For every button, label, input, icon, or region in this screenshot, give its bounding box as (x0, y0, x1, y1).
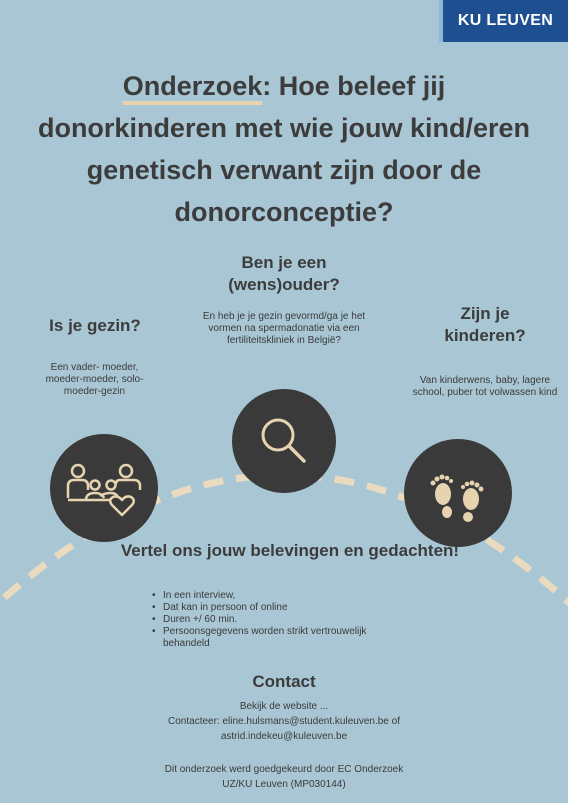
center-column-desc: En heb je je gezin gevormd/ga je het vormen na spermadonatie via een fertiliteitskliniek in België? (202, 311, 366, 346)
magnifier-icon (254, 411, 314, 471)
right-column-desc: Van kinderwens, baby, lagere school, puber tot volwassen kind (412, 375, 558, 398)
list-item: • Dat kan in persoon of online (150, 602, 450, 614)
ku-leuven-logo: KU LEUVEN (439, 0, 568, 42)
list-item: • Duren +/ 60 min. (150, 614, 450, 626)
center-column-title: Ben je een (wens)ouder? (228, 253, 340, 294)
right-column-title: Zijn je kinderen? (444, 304, 526, 345)
footprints-icon (423, 463, 493, 523)
search-circle (232, 389, 336, 493)
callout-title: Vertel ons jouw belevingen en gedachten! (120, 541, 460, 560)
headline: Onderzoek: Hoe beleef jij donorkinderen met wie jouw kind/eren genetisch verwant zijn door de donorconceptie? (37, 71, 531, 227)
family-circle (50, 434, 158, 542)
footprints-circle (404, 439, 512, 547)
contact-title: Contact (252, 672, 316, 691)
bullet-list (150, 590, 450, 650)
headline-highlight: Onderzoek (122, 71, 263, 101)
left-column-title: Is je gezin? (49, 316, 141, 335)
list-item: • In een interview, (150, 590, 450, 602)
approval-line: Dit onderzoek werd goedgekeurd door EC Onderzoek (164, 764, 404, 775)
contact-email-line: Contacteer: eline.hulsmans@student.kuleuven.be of (168, 716, 400, 727)
left-column-desc: Een vader- moeder, moeder-moeder, solo-moeder-gezin (45, 362, 144, 397)
contact-email-line-2: astrid.indekeu@kuleuven.be (220, 731, 348, 742)
contact-website-line: Bekijk de website ... (239, 701, 329, 712)
family-heart-icon (64, 458, 144, 518)
list-item: • Persoonsgegevens worden strikt vertrouwelijk behandeld (150, 626, 403, 650)
approval-line-2: UZ/KU Leuven (MP030144) (222, 779, 346, 790)
